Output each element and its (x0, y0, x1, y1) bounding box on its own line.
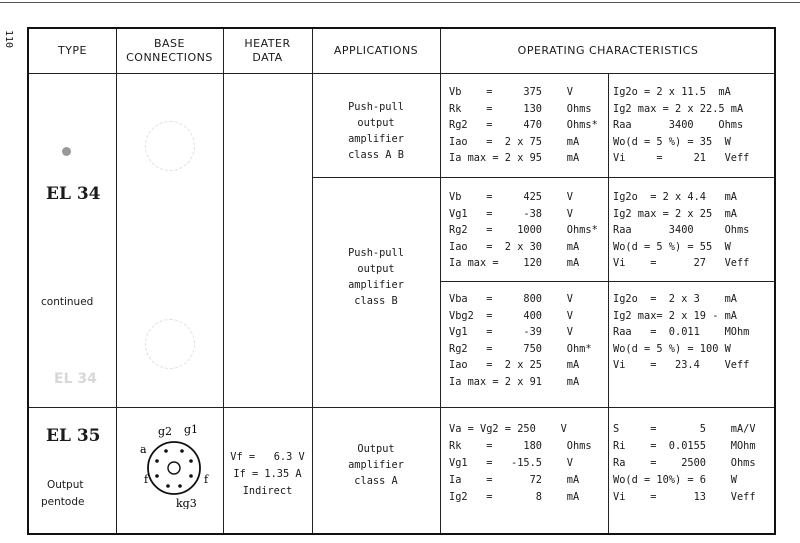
app-line: amplifier (348, 459, 404, 471)
header-heater-1: HEATER (244, 37, 291, 50)
app-line: class A (354, 475, 398, 487)
param-row: Rg2 = 1000 Ohms* (449, 224, 598, 236)
param-row: Wo(d = 5 %) = 55 W (613, 240, 731, 253)
el35-heater (223, 449, 312, 500)
header-applications: APPLICATIONS (333, 44, 419, 57)
smudge-mark (62, 147, 71, 156)
app-line: amplifier (348, 279, 404, 291)
col-divider (116, 29, 117, 533)
param-row: Rg2 = 470 Ohms* (449, 119, 598, 131)
param-row: Iao = 2 x 75 mA (449, 135, 580, 148)
pin-label-kg3: kg3 (176, 497, 197, 509)
heater-if: If = 1.35 A (233, 468, 302, 480)
param-row: Vg1 = -39 V (449, 326, 573, 338)
param-row: Ia max = 2 x 91 mA (449, 375, 580, 388)
col-divider (608, 74, 609, 533)
param-row: Ig2o = 2 x 3 mA (613, 293, 737, 305)
el35-desc-1: Output (47, 479, 84, 491)
el35-desc-2: pentode (41, 496, 85, 508)
param-row: S = 5 mA/V (613, 423, 756, 435)
param-row: Vba = 800 V (449, 293, 573, 305)
param-row: Raa = 0.011 MOhm (613, 326, 750, 338)
block1-left (449, 84, 598, 167)
bleedthrough-text: EL 34 (54, 371, 97, 387)
row-divider (29, 407, 774, 408)
param-row: Ia = 72 mA (449, 474, 580, 486)
header-base-2: CONNECTIONS (126, 51, 213, 64)
app-line: Push-pull (348, 101, 404, 113)
param-row: Rk = 130 Ohms (449, 102, 592, 115)
param-row: Ig2o = 2 x 11.5 mA (613, 86, 731, 98)
param-row: Vg1 = -15.5 V (449, 457, 573, 469)
block2-left (449, 189, 598, 272)
param-row: Vb = 375 V (449, 86, 573, 98)
header-type: TYPE (57, 44, 88, 57)
el35-right (613, 421, 756, 506)
faint-socket (145, 319, 195, 369)
param-row: Va = Vg2 = 250 V (449, 423, 567, 435)
param-row: Iao = 2 x 30 mA (449, 240, 580, 253)
param-row: Ig2 max = 2 x 25 mA (613, 207, 737, 220)
faint-socket (145, 121, 195, 171)
pin-label-f: f (204, 473, 209, 486)
param-row: Iao = 2 x 25 mA (449, 359, 580, 371)
el35-left (449, 421, 592, 506)
param-row: Ig2 max= 2 x 19 - mA (613, 309, 737, 322)
param-row: Raa 3400 Ohms (613, 224, 750, 236)
tube-el35: EL 35 (46, 426, 101, 446)
param-row: Vi = 23.4 Veff (613, 359, 750, 371)
param-row: Ia max = 120 mA (449, 257, 580, 269)
param-row: Wo(d = 5 %) = 35 W (613, 135, 731, 148)
tube-el34: EL 34 (46, 184, 101, 204)
param-row: Wo(d = 10%) = 6 W (613, 474, 737, 486)
app-line: amplifier (348, 133, 404, 145)
block3-left (449, 291, 592, 390)
app-line: class A B (348, 149, 404, 161)
param-row: Rk = 180 Ohms (449, 440, 592, 452)
pin-label-g2: g2 (158, 425, 173, 438)
param-row: Ig2 = 8 mA (449, 491, 580, 503)
param-row: Vi = 21 Veff (613, 152, 750, 164)
header-heater-2: DATA (252, 51, 283, 64)
param-row: Vg1 = -38 V (449, 207, 573, 220)
block1-right (613, 84, 749, 167)
param-row: Vb = 425 V (449, 191, 573, 203)
header-operating: OPERATING CHARACTERISTICS (517, 44, 699, 57)
pin-label-f: f (144, 473, 149, 486)
app-line: Output (357, 443, 395, 455)
top-rule (0, 2, 800, 3)
app-el34-b (312, 245, 440, 309)
param-row: Raa 3400 Ohms (613, 119, 744, 131)
param-row: Ri = 0.0155 MOhm (613, 440, 756, 452)
block3-right (613, 291, 749, 374)
page-number: 110 (3, 30, 14, 49)
row-divider (440, 281, 774, 282)
characteristics-table (27, 27, 776, 535)
app-line: Push-pull (348, 247, 404, 259)
param-row: Vi = 27 Veff (613, 257, 750, 269)
app-el34-ab (312, 99, 440, 163)
app-line: class B (354, 295, 398, 307)
block2-right (613, 189, 749, 272)
app-line: output (357, 263, 395, 275)
param-row: Wo(d = 5 %) = 100 W (613, 342, 731, 355)
continued-label: continued (41, 296, 94, 308)
heater-vf: Vf = 6.3 V (230, 451, 305, 463)
pin-label-g1: g1 (184, 423, 199, 436)
base-diagram-el35 (124, 421, 220, 509)
pin-label-a: a (140, 443, 147, 456)
app-line: output (357, 117, 395, 129)
param-row: Ra = 2500 Ohms (613, 457, 756, 469)
row-divider (312, 177, 774, 178)
param-row: Vbg2 = 400 V (449, 309, 573, 322)
param-row: Ig2o = 2 x 4.4 mA (613, 191, 737, 203)
param-row: Vi = 13 Veff (613, 491, 756, 503)
param-row: Rg2 = 750 Ohm* (449, 342, 592, 355)
app-el35 (312, 441, 440, 489)
param-row: Ia max = 2 x 95 mA (449, 152, 580, 164)
heater-type: Indirect (242, 485, 293, 497)
param-row: Ig2 max = 2 x 22.5 mA (613, 102, 744, 115)
header-base-1: BASE (153, 37, 185, 50)
header-divider (29, 73, 774, 74)
